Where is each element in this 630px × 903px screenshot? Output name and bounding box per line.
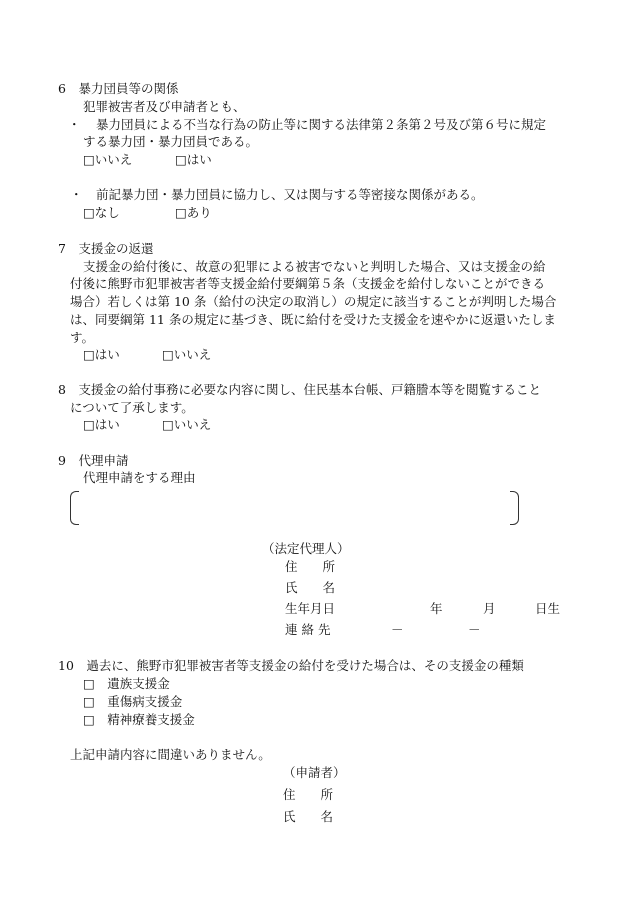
- section8-line1: 8 支援金の給付事務に必要な内容に関し、住民基本台帳、戸籍謄本等を閲覧すること: [58, 382, 541, 397]
- section10-title: 10 過去に、熊野市犯罪被害者等支援金の給付を受けた場合は、その支援金の種類: [58, 658, 524, 673]
- section7-line2: 付後に熊野市犯罪被害者等支援金給付要綱第５条（支援金を給付しないことができる: [70, 276, 546, 291]
- bullet: ・: [70, 187, 83, 202]
- applicant-address-label: 住 所: [283, 787, 334, 802]
- section7-line4: は、同要綱第 11 条の規定に基づき、既に給付を受けた支援金を速やかに返還いたしま: [70, 312, 556, 327]
- bracket-right: [510, 491, 519, 525]
- proxy-reason-label: 代理申請をする理由: [83, 470, 196, 485]
- section8-line2: について了承します。: [70, 400, 194, 415]
- year-label: 年: [430, 601, 443, 616]
- agent-contact-label: 連 絡 先: [285, 622, 331, 637]
- agent-name-label: 氏 名: [285, 580, 336, 595]
- checkbox-present[interactable]: □あり: [175, 205, 212, 220]
- checkbox-serious-injury-support[interactable]: □ 重傷病支援金: [83, 694, 183, 709]
- checkbox-bereaved-support[interactable]: □ 遺族支援金: [83, 676, 170, 691]
- checkbox-yes[interactable]: □はい: [83, 347, 120, 362]
- checkbox-yes[interactable]: □はい: [83, 417, 120, 432]
- checkbox-no[interactable]: □いいえ: [162, 347, 212, 362]
- section7-title: 7 支援金の返還: [58, 241, 154, 256]
- declaration-statement: 上記申請内容に間違いありません。: [70, 747, 271, 762]
- bracket-left: [70, 491, 79, 525]
- applicant-heading: （申請者）: [283, 765, 346, 780]
- checkbox-none[interactable]: □なし: [83, 205, 120, 220]
- section7-line5: す。: [70, 330, 95, 345]
- checkbox-yes[interactable]: □はい: [175, 152, 212, 167]
- agent-address-label: 住 所: [285, 559, 336, 574]
- section6-intro: 犯罪被害者及び申請者とも、: [83, 99, 246, 114]
- agent-dob-label: 生年月日: [285, 601, 336, 616]
- section6-item2-line1: 前記暴力団・暴力団員に協力し、又は関与する等密接な関係がある。: [96, 187, 484, 202]
- legal-agent-heading: （法定代理人）: [262, 541, 350, 556]
- bullet: ・: [68, 117, 81, 132]
- checkbox-no[interactable]: □いいえ: [83, 152, 133, 167]
- section7-line1: 支援金の給付後に、故意の犯罪による被害でないと判明した場合、又は支援金の給: [83, 259, 546, 274]
- section7-line3: 場合）若しくは第 10 条（給付の決定の取消し）の規定に該当することが判明した場合: [70, 294, 557, 309]
- applicant-name-label: 氏 名: [283, 809, 334, 824]
- section6-title: 6 暴力団員等の関係: [58, 81, 179, 96]
- day-label: 日生: [535, 601, 561, 616]
- checkbox-no[interactable]: □いいえ: [162, 417, 212, 432]
- section6-item1-line2: する暴力団・暴力団員である。: [83, 134, 259, 149]
- section6-item1-line1: 暴力団員による不当な行為の防止等に関する法律第２条第２号及び第６号に規定: [96, 117, 547, 132]
- phone-dash: －: [468, 622, 481, 637]
- phone-dash: －: [391, 622, 404, 637]
- proxy-reason-field[interactable]: [85, 499, 505, 515]
- section9-title: 9 代理申請: [58, 453, 129, 468]
- month-label: 月: [483, 601, 496, 616]
- checkbox-mental-care-support[interactable]: □ 精神療養支援金: [83, 712, 195, 727]
